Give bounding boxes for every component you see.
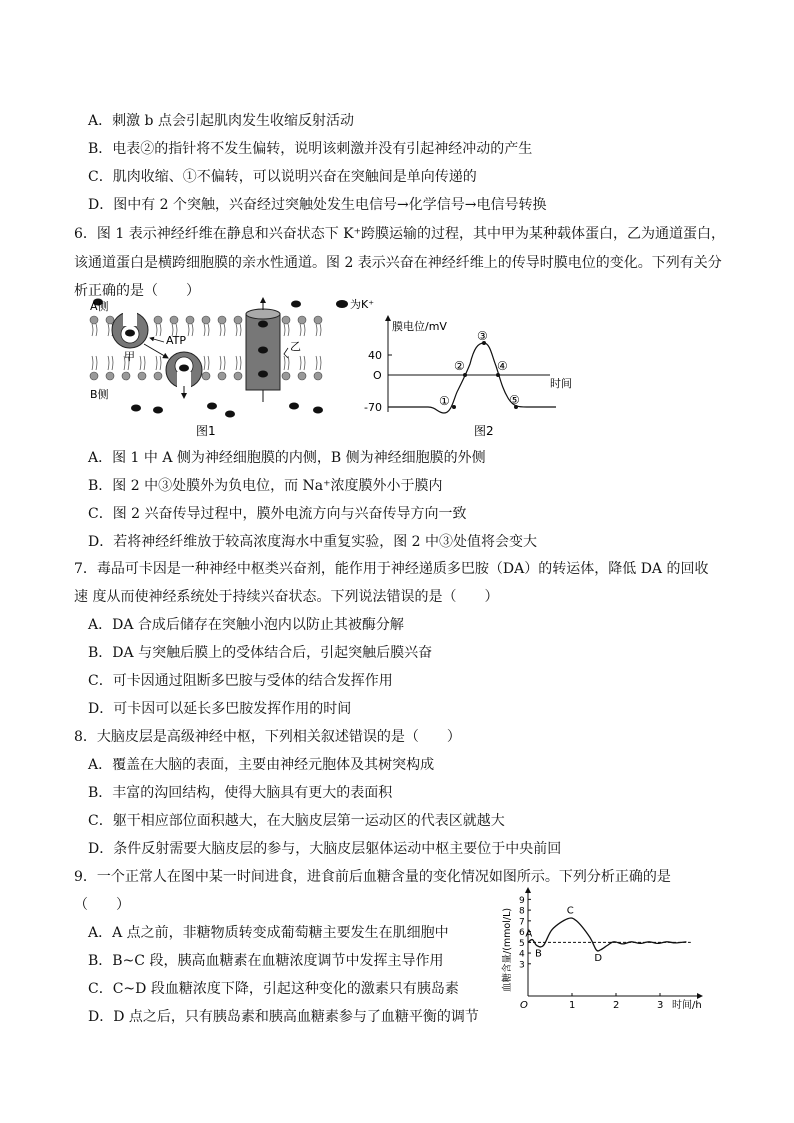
y-tick-label-9: 9	[519, 895, 525, 906]
q5-option-c: C．肌肉收缩、①不偏转，可以说明兴奋在突触间是单向传递的	[88, 169, 477, 185]
q9-stem-line-1: 9．一个正常人在图中某一时间进食，进食前后血糖含量的变化情况如图所示。下列分析正确的是	[74, 869, 671, 885]
q8-stem: 8．大脑皮层是高级神经中枢，下列相关叙述错误的是（ ）	[74, 729, 461, 745]
carrier-protein-open-bottom	[166, 352, 202, 390]
q9-option-a: A．A 点之前，非糖物质转变成葡萄糖主要发生在肌细胞中	[88, 925, 449, 941]
q9-option-b: B．B~C 段，胰高血糖素在血糖浓度调节中发挥主导作用	[88, 953, 444, 969]
x-tick-label-3: 3	[657, 1000, 664, 1011]
point-label-d: D	[594, 952, 603, 964]
y-tick-label-8: 8	[519, 906, 525, 917]
point-label-c: C	[566, 905, 574, 917]
q8-option-b: B．丰富的沟回结构，使得大脑具有更大的表面积	[88, 785, 393, 801]
q9-option-d: D．D 点之后，只有胰岛素和胰高血糖素参与了血糖平衡的调节	[88, 1009, 479, 1025]
q9-option-c: C．C~D 段血糖浓度下降，引起这种变化的激素只有胰岛素	[88, 981, 459, 997]
y-tick-label-3: 3	[519, 960, 525, 971]
channel-protein	[246, 309, 280, 390]
x-tick-label-2: 2	[613, 1000, 620, 1011]
fig2-tick-label-0: O	[373, 369, 382, 382]
membrane-lower-heads	[90, 372, 322, 380]
q6-stem-line-3: 析正确的是（ ）	[74, 283, 200, 299]
figure-2-membrane-potential	[360, 294, 600, 439]
point-label-2: ②	[454, 359, 465, 373]
x-tick-label-1: 1	[569, 1000, 576, 1011]
atp-label: ATP	[166, 334, 187, 347]
fig2-tick-label-neg70: -70	[364, 401, 382, 414]
q5-option-d: D．图中有 2 个突触，兴奋经过突触处发生电信号→化学信号→电信号转换	[88, 197, 547, 213]
side-a-label: A侧	[90, 300, 109, 313]
y-tick-label-6: 6	[519, 928, 525, 939]
q8-option-d: D．条件反射需要大脑皮层的参与，大脑皮层躯体运动中枢主要位于中央前回	[88, 841, 562, 857]
figure-2-caption: 图2	[474, 424, 494, 438]
q5-option-a: A．刺激 b 点会引起肌肉发生收缩反射活动	[88, 113, 354, 129]
q7-option-c: C．可卡因通过阻断多巴胺与受体的结合发挥作用	[88, 673, 393, 689]
blood-glucose-chart	[496, 880, 706, 1020]
point-label-3: ③	[477, 329, 488, 343]
q6-option-c: C．图 2 兴奋传导过程中，膜外电流方向与兴奋传导方向一致	[88, 506, 467, 522]
q6-option-d: D．若将神经纤维放于较高浓度海水中重复实验，图 2 中③处值将会变大	[88, 534, 538, 550]
point-label-b: B	[535, 948, 542, 960]
q5-option-b: B．电表②的指针将不发生偏转，说明该刺激并没有引起神经冲动的产生	[88, 141, 533, 157]
q7-option-d: D．可卡因可以延长多巴胺发挥作用的时间	[88, 701, 352, 717]
q8-option-c: C．躯干相应部位面积越大，在大脑皮层第一运动区的代表区就越大	[88, 813, 505, 829]
chart-xlabel: 时间/h	[672, 1000, 702, 1011]
chart-origin: O	[520, 1000, 528, 1011]
point-label-a: A	[525, 928, 533, 940]
channel-label: 乙	[290, 340, 301, 353]
q8-option-a: A．覆盖在大脑的表面，主要由神经元胞体及其树突构成	[88, 757, 435, 773]
channel-label-pointer	[284, 348, 288, 358]
q7-stem-line-2: 速 度从而使神经系统处于持续兴奋状态。下列说法错误的是（ ）	[74, 589, 499, 605]
chart-ylabel: 血糖含量/(mmol/L)	[502, 907, 513, 992]
carrier-protein-open-top	[112, 308, 148, 348]
y-tick-label-5: 5	[519, 938, 525, 949]
q7-option-a: A．DA 合成后储存在突触小泡内以防止其被酶分解	[88, 617, 404, 633]
point-label-4: ④	[497, 359, 508, 373]
q6-option-a: A．图 1 中 A 侧为神经细胞膜的内侧，B 侧为神经细胞膜的外侧	[88, 450, 486, 466]
blood-glucose-curve	[528, 918, 686, 951]
figure-1-membrane	[84, 294, 374, 439]
q6-stem-line-1: 6．图 1 表示神经纤维在静息和兴奋状态下 K⁺跨膜运输的过程，其中甲为某种载体蛋白，乙为通道蛋白，	[74, 226, 726, 242]
fig2-ylabel: 膜电位/mV	[392, 320, 447, 333]
y-tick-label-4: 4	[519, 949, 525, 960]
point-label-5: ⑤	[509, 393, 520, 407]
q7-stem-line-1: 7．毒品可卡因是一种神经中枢类兴奋剂，能作用于神经递质多巴胺（DA）的转运体，降低 DA 的回收	[74, 561, 709, 577]
fig2-xlabel: 时间	[550, 377, 572, 390]
point-label-1: ①	[439, 394, 450, 408]
side-b-label: B侧	[90, 388, 109, 401]
carrier-label: 甲	[124, 350, 135, 363]
q6-option-b: B．图 2 中③处膜外为负电位，而 Na⁺浓度膜外小于膜内	[88, 478, 443, 494]
y-tick-label-7: 7	[519, 917, 525, 928]
potential-curve	[388, 343, 556, 413]
fig2-tick-label-40: 40	[368, 349, 382, 362]
atp-arrow	[150, 338, 164, 342]
carrier-transition-arrow	[144, 344, 168, 358]
q9-stem-line-2: （ ）	[74, 897, 130, 913]
figure-1-caption: 图1	[196, 424, 216, 438]
k-ion-legend: 为K⁺	[350, 298, 374, 311]
q7-option-b: B．DA 与突触后膜上的受体结合后，引起突触后膜兴奋	[88, 645, 433, 661]
q6-stem-line-2: 该通道蛋白是横跨细胞膜的亲水性通道。图 2 表示兴奋在神经纤维上的传导时膜电位的变化。下列有关分	[74, 255, 722, 271]
